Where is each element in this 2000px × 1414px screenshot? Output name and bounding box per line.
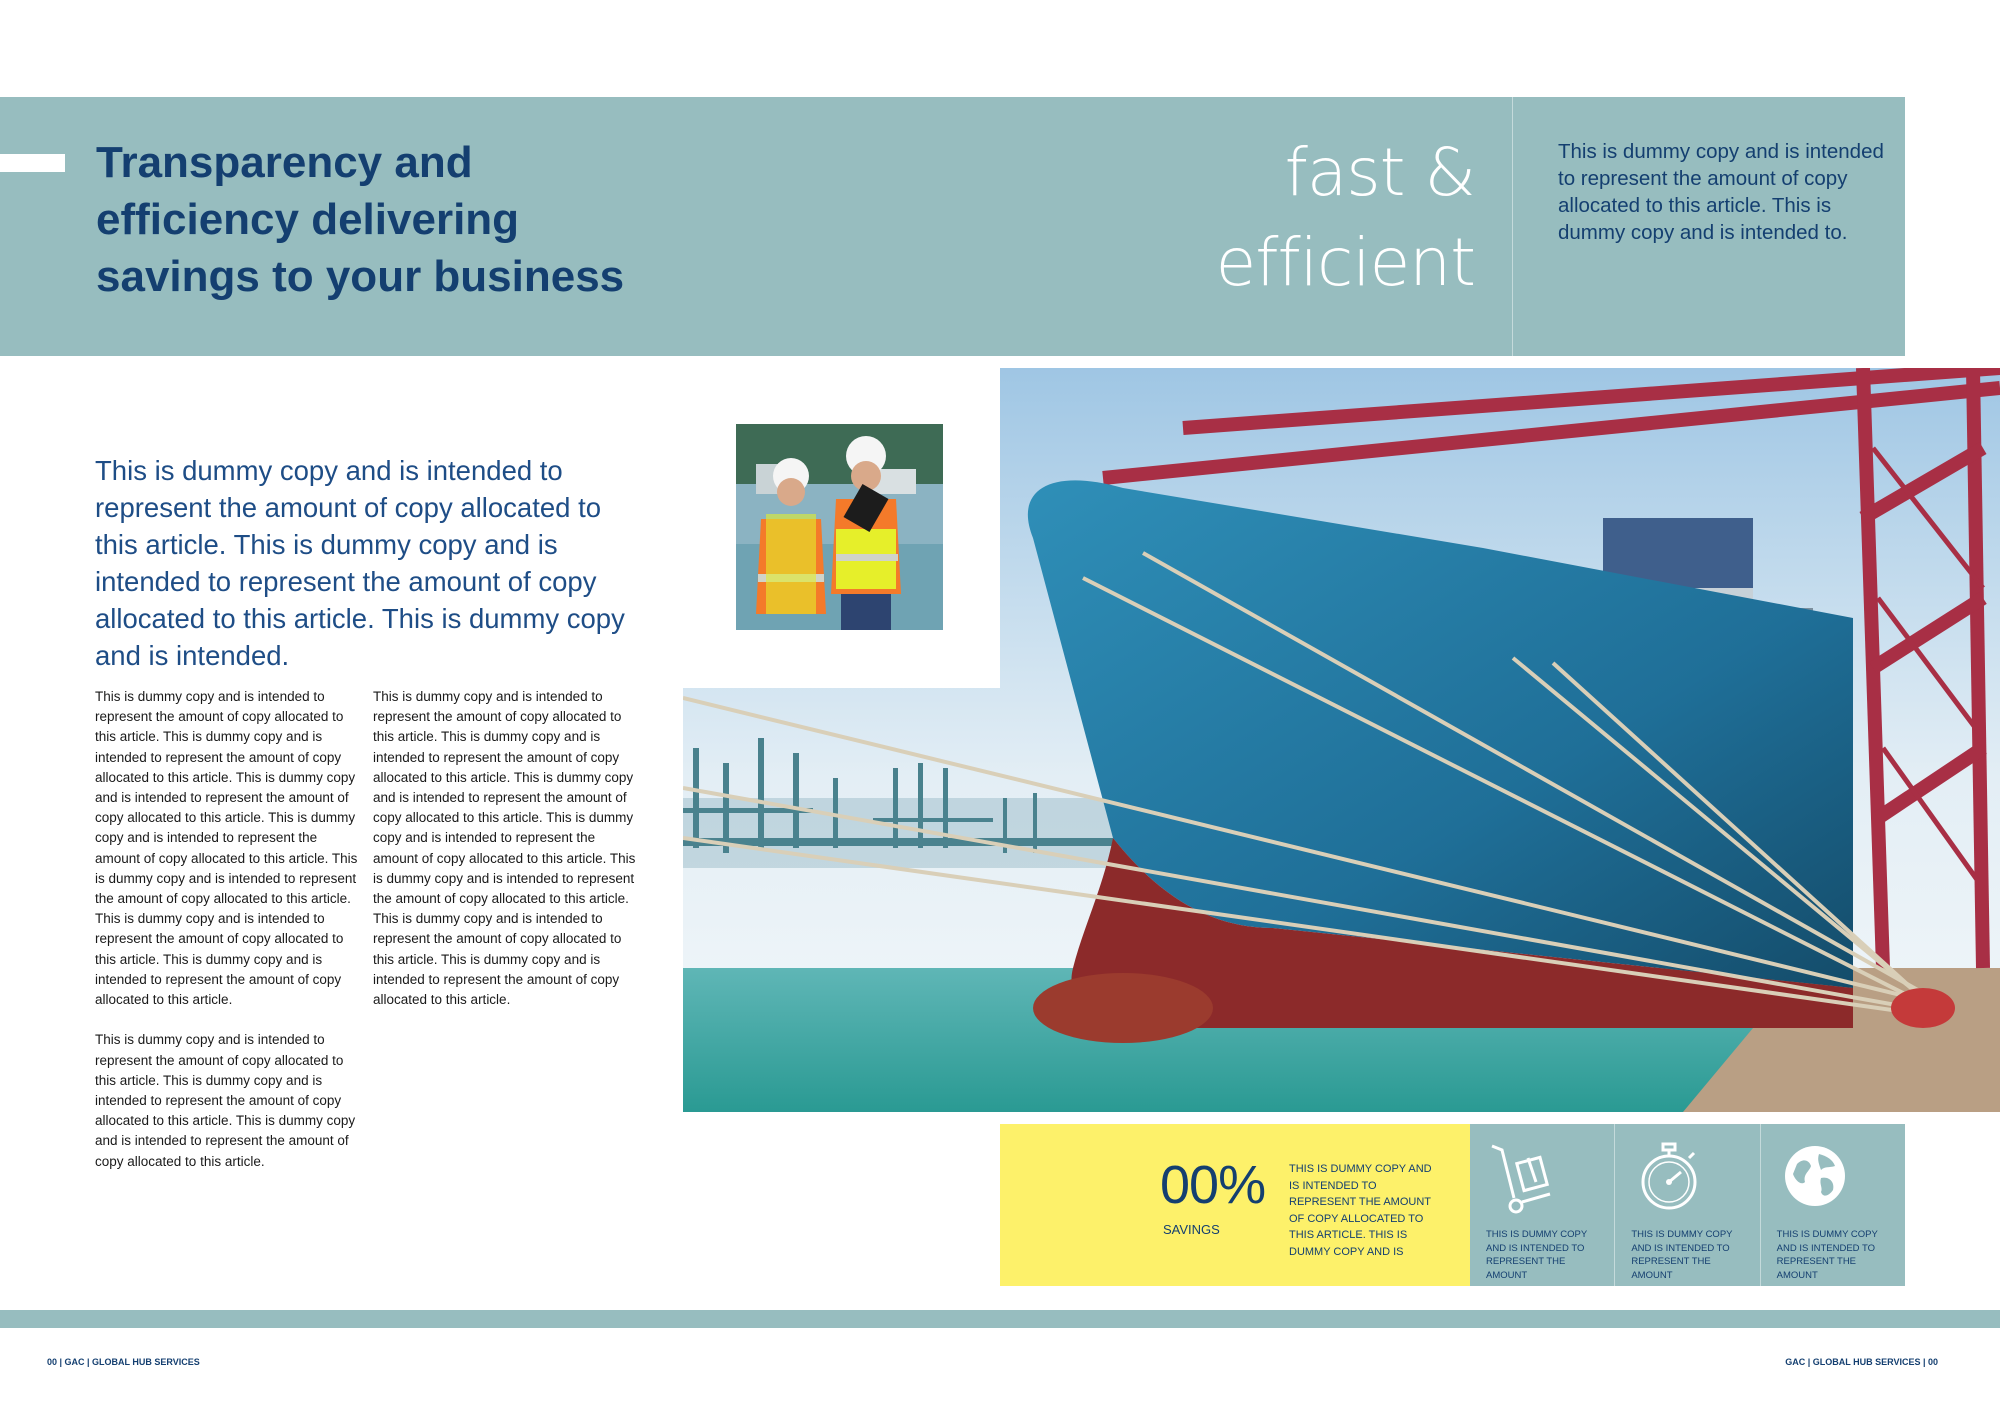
- feature-panel: [1470, 1124, 1905, 1286]
- body-paragraph: This is dummy copy and is intended to represent the amount of copy allocated to this article. This is dummy copy and is intended to represent the amount of copy allocated to this article. This is dummy copy and is intended to represent the amount of copy allocated to this article.: [95, 1032, 356, 1169]
- feature-text: THIS IS DUMMY COPY AND IS INTENDED TO REPRESENT THE AMOUNT: [1486, 1229, 1587, 1281]
- feature-item-speed: [1614, 1124, 1759, 1286]
- page-title: Transparency and efficiency delivering savings to your business: [96, 138, 625, 301]
- header-divider: [1512, 97, 1513, 356]
- savings-description: THIS IS DUMMY COPY AND IS INTENDED TO REPRESENT THE AMOUNT OF COPY ALLOCATED TO THIS ARTICLE. THIS IS DUMMY COPY AND IS: [1289, 1163, 1432, 1258]
- globe-icon: [1775, 1136, 1855, 1216]
- footer-band: [0, 1310, 2000, 1328]
- hand-truck-icon: [1484, 1136, 1564, 1216]
- lead-paragraph: This is dummy copy and is intended to represent the amount of copy allocated to this article. This is dummy copy and is intended to represent the amount of copy allocated to this article. This is dummy copy and is intended.: [95, 455, 625, 671]
- body-column-2: [373, 687, 638, 1030]
- footer-right-folio: GAC | GLOBAL HUB SERVICES | 00: [1785, 1357, 1938, 1367]
- header-intro: This is dummy copy and is intended to represent the amount of copy allocated to this article. This is dummy copy and is intended to.: [1558, 140, 1884, 244]
- header-accent-tab: [0, 154, 65, 172]
- feature-item-delivery: [1470, 1124, 1614, 1286]
- workers-illustration: [736, 424, 943, 630]
- feature-text: THIS IS DUMMY COPY AND IS INTENDED TO REPRESENT THE AMOUNT: [1631, 1229, 1733, 1281]
- header-tagline: fast & efficient: [1215, 134, 1475, 301]
- savings-value: 00%: [1160, 1155, 1266, 1215]
- stopwatch-icon: [1629, 1136, 1709, 1216]
- workers-photo: [736, 424, 943, 630]
- body-paragraph: This is dummy copy and is intended to represent the amount of copy allocated to this article. This is dummy copy and is intended to represent the amount of copy allocated to this article. This is dummy copy and is intended to represent the amount of copy allocated to this article. This is dummy copy and is intended to represent the amount of copy allocated to this article. This is dummy copy and is intended to represent the amount of copy allocated to this article. This is dummy copy and is intended to represent the amount of copy allocated to this article. This is dummy copy and is intended to represent the amount of copy allocated to this article.: [95, 689, 358, 1008]
- body-paragraph: This is dummy copy and is intended to represent the amount of copy allocated to this article. This is dummy copy and is intended to represent the amount of copy allocated to this article. This is dummy copy and is intended to represent the amount of copy allocated to this article. This is dummy copy and is intended to represent the amount of copy allocated to this article. This is dummy copy and is intended to represent the amount of copy allocated to this article. This is dummy copy and is intended to represent the amount of copy allocated to this article. This is dummy copy and is intended to represent the amount of copy allocated to this article.: [373, 689, 636, 1008]
- footer-left-folio: 00 | GAC | GLOBAL HUB SERVICES: [47, 1357, 200, 1367]
- body-column-1: [95, 687, 360, 1192]
- feature-text: THIS IS DUMMY COPY AND IS INTENDED TO REPRESENT THE AMOUNT: [1776, 1229, 1878, 1281]
- feature-item-global: [1760, 1124, 1905, 1286]
- savings-label: SAVINGS: [1163, 1222, 1220, 1237]
